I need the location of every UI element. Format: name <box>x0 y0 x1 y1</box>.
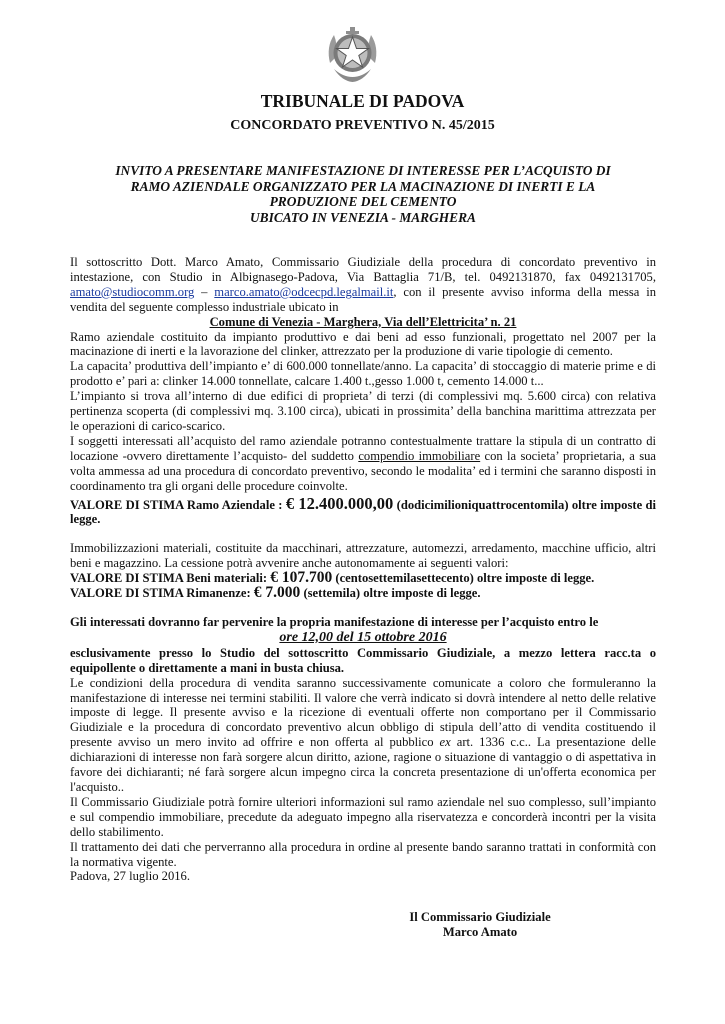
email-link-pec[interactable]: marco.amato@odcecpd.legalmail.it <box>214 284 394 299</box>
notice-title-line: PRODUZIONE DEL CEMENTO <box>269 194 457 210</box>
location-line: Comune di Venezia - Marghera, Via dell’Elettricita’ n. 21 <box>209 314 517 329</box>
signature-role: Il Commissario Giudiziale <box>409 910 551 924</box>
court-name: TRIBUNALE DI PADOVA <box>260 91 465 111</box>
assets-paragraph: Immobilizzazioni materiali, costituite da macchinari, attrezzature, automezzi, arredamento, macchine ufficio, altri beni e magazzino. La cessione potrà avvenire anche autonomamente ai seguenti valori: <box>70 541 656 571</box>
notice-title-line: RAMO AZIENDALE ORGANIZZATO PER LA MACINAZIONE DI INERTI E LA <box>130 178 596 194</box>
deadline-line: ore 12,00 del 15 ottobre 2016 <box>279 629 447 645</box>
valuation-stock-amount: € 7.000 <box>253 584 301 602</box>
submission-method: esclusivamente presso lo Studio del sottoscritto Commissario Giudiziale, a mezzo lettera racc.ta o equipollente o direttamente a mani in busta chiusa. <box>70 645 656 675</box>
valuation-business-amount: € 12.400.000,00 <box>285 493 394 513</box>
notice-title <box>78 163 648 225</box>
capacity-paragraph: La capacita’ produttiva dell’impianto e’ di 600.000 tonnellate/anno. La capacita’ di stoccaggio di materie prime e di prodotto e’ pari a: clinker 14.000 tonnellate, calcare 1.400 t.,gesso 1.000 t, cemento 14.000 t... <box>70 359 656 389</box>
conditions-paragraph: Le condizioni della procedura di vendita saranno successivamente comunicate a coloro che formuleranno la manifestazione di interesse nei termini stabiliti. Il valore che verrà indicato si dovrà intendere al netto delle relative imposte di legge. Il presente avviso e la ricezione di eventuali offerte non comportano per il Commissario Giudiziale e la procedura di concordato preventivo alcun obbligo di stipula dell’atto di vendita costituendo il presente avviso un mero invito ad offrire e non offerta al pubblico ex art. 1336 c.c.. La presentazione delle dichiarazioni di interesse non farà sorgere alcun diritto, azione, ragione o situazione di vantaggio o di aspettativa in favore dei dichiaranti; né farà sorgere alcun impegno circa la concreta presentazione di un'offerta economica per l'acquisto.. <box>70 675 656 794</box>
valuation-business-line: VALORE DI STIMA Ramo Aziendale : € 12.400.000,00 (dodicimilioniquattrocentomila) oltre imposte di legge. <box>70 493 657 527</box>
valuation-assets-amount: € 107.700 <box>270 569 333 587</box>
description-paragraph: Ramo aziendale costituito da impianto produttivo e dai beni ad esso funzionali, progettato nel 2007 per la macinazione di inerti e la lavorazione del clinker, attrezzato per la produzione di varie tipologie di cemento. <box>70 329 656 359</box>
notice-title-line: UBICATO IN VENEZIA - MARGHERA <box>250 209 476 225</box>
privacy-paragraph: Il trattamento dei dati che perverranno alla procedura in ordine al presente bando saranno trattati in conformità con la normativa vigente. <box>70 839 656 869</box>
notice-body <box>70 255 656 884</box>
buildings-paragraph: L’impianto si trova all’interno di due edifici di proprieta’ di terzi (di complessivi mq. 5.600 circa) con relativa pertinenza scoperta (di complessivi mq. 3.100 circa), ubicati in prossimita’ della banchina marittima attrezzata per le operazioni di carico-scarico. <box>70 389 656 433</box>
valuation-assets-line: VALORE DI STIMA Beni materiali: € 107.700 (centosettemilasettecento) oltre imposte di legge. <box>70 569 595 587</box>
email-link-studio[interactable]: amato@studiocomm.org <box>70 284 195 299</box>
information-paragraph: Il Commissario Giudiziale potrà fornire ulteriori informazioni sul ramo aziendale nel suo complesso, sull’impianto e sul compendio immobiliare, precedute da adeguato impegno alla riservatezza e concorderà incontri per la visita dello stabilimento. <box>70 794 656 839</box>
lease-paragraph: I soggetti interessati all’acquisto del ramo aziendale potranno contestualmente trattare la stipula di un contratto di locazione -ovvero direttamente l’acquisto- del suddetto compendio immobiliare con la societa’ proprietaria, a sua volta ammessa ad una procedura di concordato preventivo, secondo le modalita’ ed i termini che saranno disposti in coordinamento tra gli organi delle procedure coinvolte. <box>70 433 656 493</box>
notice-title-line: INVITO A PRESENTARE MANIFESTAZIONE DI INTERESSE PER L’ACQUISTO DI <box>115 163 611 178</box>
intro-paragraph: Il sottoscritto Dott. Marco Amato, Commissario Giudiziale della procedura di concordato preventivo in intestazione, con Studio in Albignasego-Padova, Via Battaglia 71/B, tel. 0492131870, fax 0492131705, amato@studiocomm.org – marco.amato@odcecpd.legalmail.it, con il presente avviso informa della messa in vendita del seguente complesso industriale ubicato in <box>70 255 656 314</box>
date-line: Padova, 27 luglio 2016. <box>70 869 190 884</box>
submission-call: Gli interessati dovranno far pervenire la propria manifestazione di interesse per l’acquisto entro le <box>70 614 599 629</box>
signature-name: Marco Amato <box>442 925 518 939</box>
case-number: CONCORDATO PREVENTIVO N. 45/2015 <box>230 118 495 133</box>
valuation-stock-line: VALORE DI STIMA Rimanenze: € 7.000 (settemila) oltre imposte di legge. <box>70 584 481 602</box>
emblem-of-italy-icon <box>324 23 381 84</box>
signature-block <box>395 910 565 940</box>
